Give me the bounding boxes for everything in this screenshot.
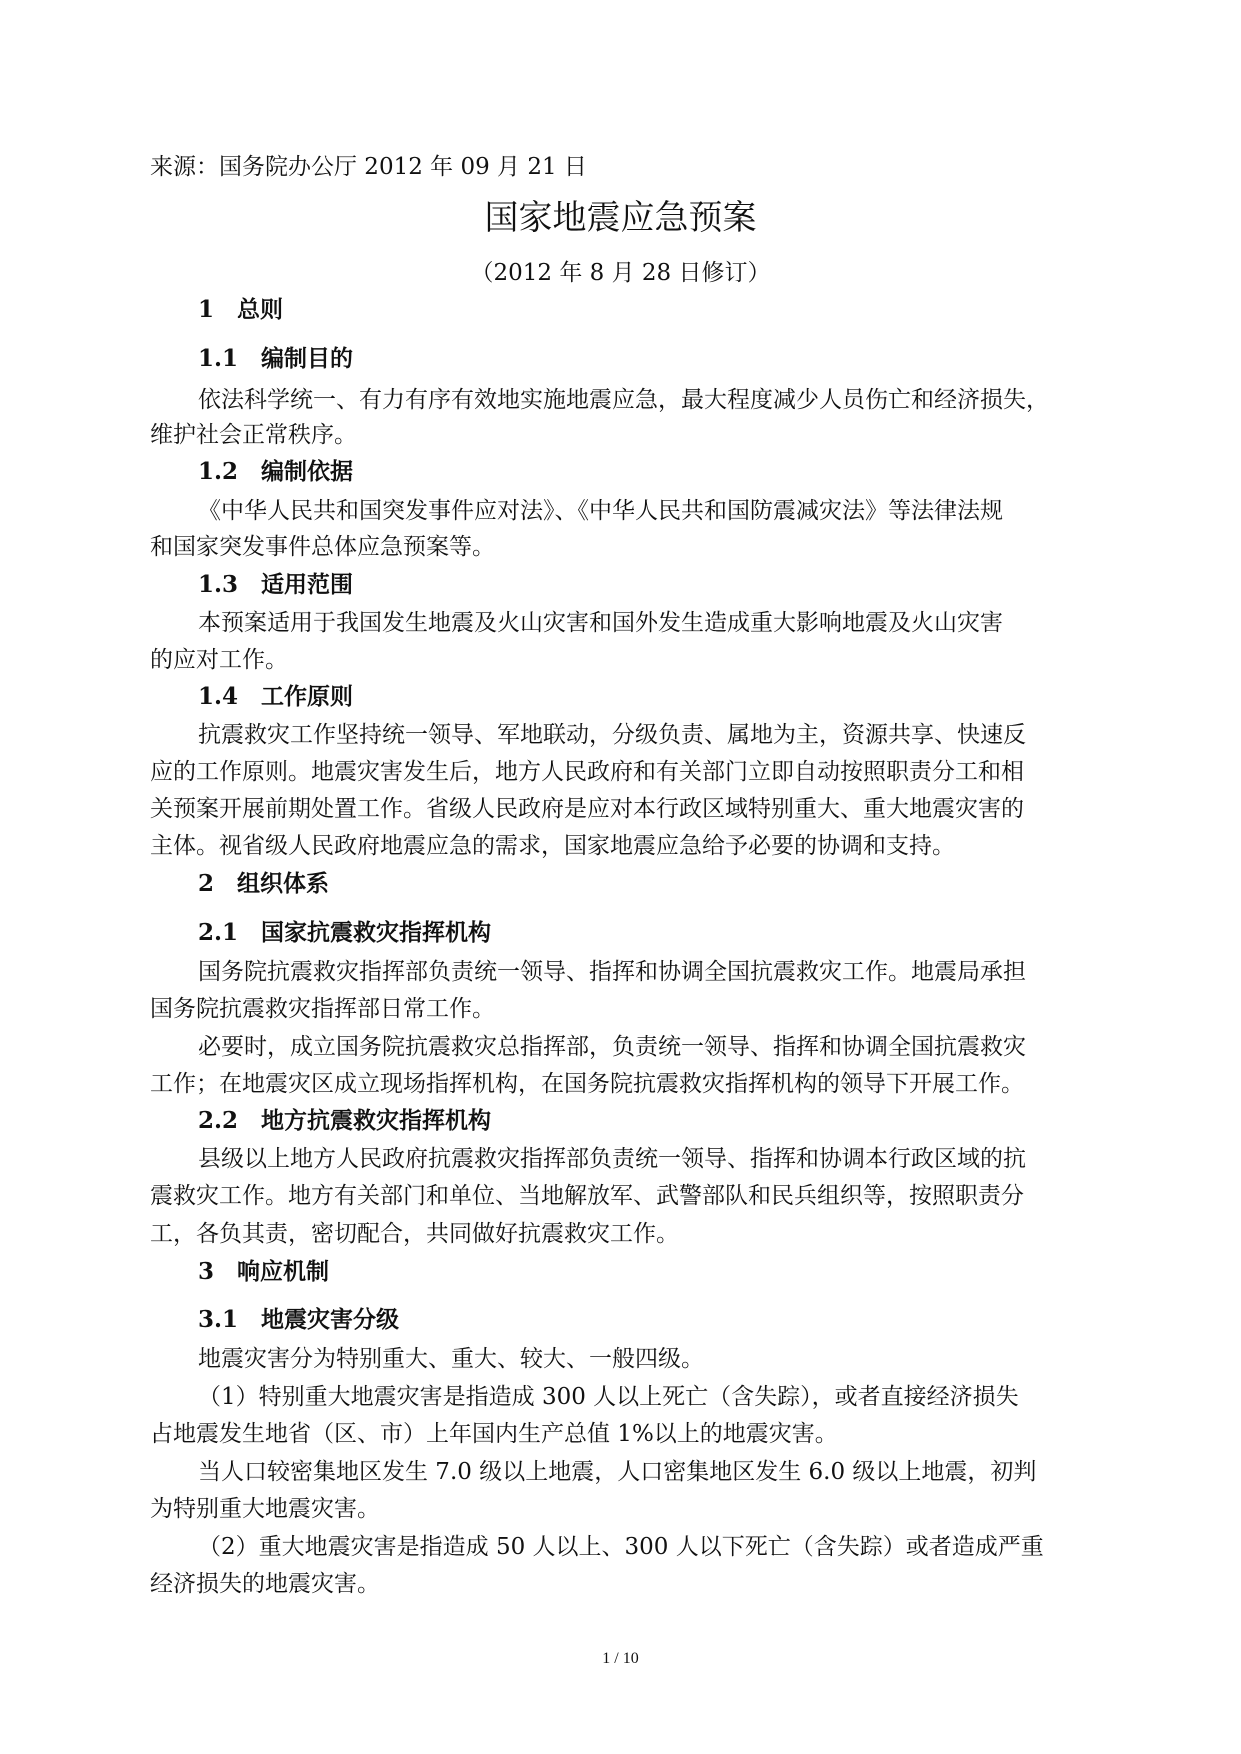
paragraph-line: 维护社会正常秩序。 — [150, 422, 357, 448]
source-line: 来源：国务院办公厅 2012 年 09 月 21 日 — [150, 154, 587, 180]
subsection-heading-3-1: 3.1 地震灾害分级 — [198, 1306, 400, 1333]
subsection-heading-2-1: 2.1 国家抗震救灾指挥机构 — [198, 919, 492, 946]
paragraph-line: 工作；在地震灾区成立现场指挥机构，在国务院抗震救灾指挥机构的领导下开展工作。 — [150, 1071, 1024, 1097]
subsection-heading-1-4: 1.4 工作原则 — [198, 683, 354, 710]
paragraph-line: 震救灾工作。地方有关部门和单位、当地解放军、武警部队和民兵组织等，按照职责分 — [150, 1183, 1024, 1209]
subsection-heading-2-2: 2.2 地方抗震救灾指挥机构 — [198, 1107, 492, 1134]
paragraph-line: 国务院抗震救灾指挥部负责统一领导、指挥和协调全国抗震救灾工作。地震局承担 — [198, 959, 1026, 985]
paragraph-line: 县级以上地方人民政府抗震救灾指挥部负责统一领导、指挥和协调本行政区域的抗 — [198, 1146, 1026, 1172]
paragraph-line: 《中华人民共和国突发事件应对法》、《中华人民共和国防震减灾法》等法律法规 — [198, 498, 1003, 524]
paragraph-line: 依法科学统一、有力有序有效地实施地震应急，最大程度减少人员伤亡和经济损失， — [198, 387, 1049, 413]
paragraph-line: （1）特别重大地震灾害是指造成 300 人以上死亡（含失踪），或者直接经济损失 — [198, 1384, 1019, 1410]
section-heading-2: 2 组织体系 — [198, 870, 330, 897]
document-title: 国家地震应急预案 — [484, 198, 757, 238]
paragraph-line: 关预案开展前期处置工作。省级人民政府是应对本行政区域特别重大、重大地震灾害的 — [150, 796, 1024, 822]
paragraph-line: 当人口较密集地区发生 7.0 级以上地震，人口密集地区发生 6.0 级以上地震，初判 — [198, 1459, 1037, 1485]
revision-date: （2012 年 8 月 28 日修订） — [470, 260, 771, 286]
paragraph-line: 为特别重大地震灾害。 — [150, 1496, 380, 1522]
paragraph-line: 地震灾害分为特别重大、重大、较大、一般四级。 — [198, 1346, 704, 1372]
subsection-heading-1-3: 1.3 适用范围 — [198, 571, 354, 598]
paragraph-line: （2）重大地震灾害是指造成 50 人以上、300 人以下死亡（含失踪）或者造成严重 — [198, 1534, 1044, 1560]
paragraph-line: 主体。视省级人民政府地震应急的需求，国家地震应急给予必要的协调和支持。 — [150, 833, 955, 859]
paragraph-line: 应的工作原则。地震灾害发生后，地方人民政府和有关部门立即自动按照职责分工和相 — [150, 759, 1024, 785]
paragraph-line: 国务院抗震救灾指挥部日常工作。 — [150, 996, 495, 1022]
paragraph-line: 抗震救灾工作坚持统一领导、军地联动，分级负责、属地为主，资源共享、快速反 — [198, 722, 1026, 748]
paragraph-line: 必要时，成立国务院抗震救灾总指挥部，负责统一领导、指挥和协调全国抗震救灾 — [198, 1034, 1026, 1060]
paragraph-line: 的应对工作。 — [150, 647, 288, 673]
paragraph-line: 占地震发生地省（区、市）上年国内生产总值 1%以上的地震灾害。 — [150, 1421, 838, 1447]
section-heading-3: 3 响应机制 — [198, 1258, 330, 1285]
paragraph-line: 经济损失的地震灾害。 — [150, 1571, 380, 1597]
page-number: 1 / 10 — [602, 1650, 639, 1667]
section-heading-1: 1 总则 — [198, 296, 284, 323]
paragraph-line: 工，各负其责，密切配合，共同做好抗震救灾工作。 — [150, 1221, 679, 1247]
paragraph-line: 和国家突发事件总体应急预案等。 — [150, 534, 495, 560]
subsection-heading-1-1: 1.1 编制目的 — [198, 345, 354, 372]
subsection-heading-1-2: 1.2 编制依据 — [198, 458, 354, 485]
paragraph-line: 本预案适用于我国发生地震及火山灾害和国外发生造成重大影响地震及火山灾害 — [198, 610, 1003, 636]
